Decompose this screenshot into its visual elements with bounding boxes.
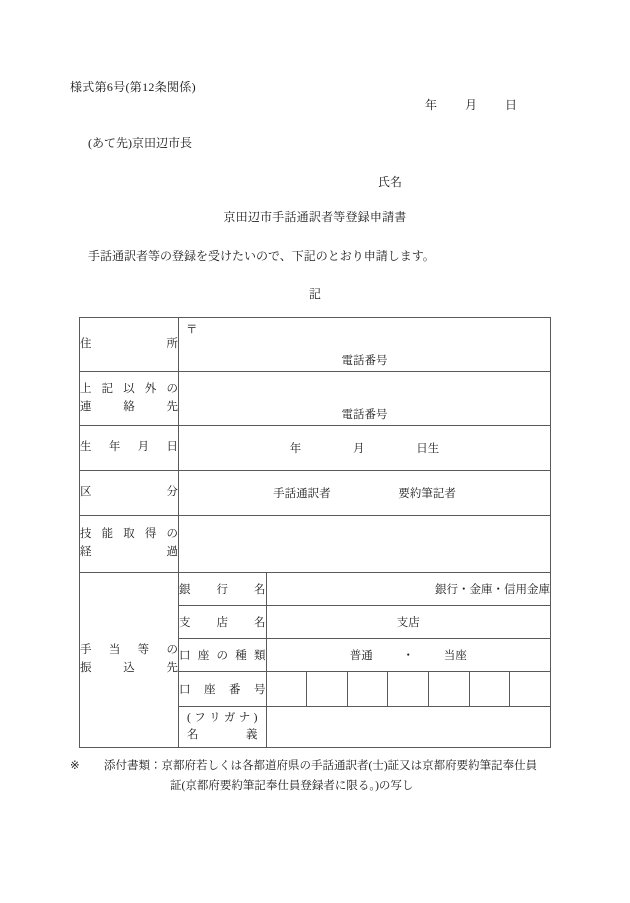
label-char: 先: [166, 400, 178, 413]
account-number-box[interactable]: [388, 672, 429, 706]
label-char: 名: [254, 584, 266, 596]
bank-row-account-holder: [179, 707, 550, 748]
footnote-line-2: 証(京都府要約筆記奉仕員登録者に限る。)の写し: [170, 780, 414, 793]
label-char: 種: [235, 650, 247, 662]
label-char: 行: [216, 584, 228, 596]
label-char: 分: [166, 486, 178, 499]
bank-label-bank-name: [179, 573, 266, 606]
bank-name-suffix: 銀行・金庫・信用金庫: [435, 584, 550, 596]
ki-mark: 記: [308, 287, 321, 301]
bank-label-account-holder: [179, 707, 266, 748]
branch-name-input-cell[interactable]: [266, 606, 550, 639]
label-char: 座: [204, 684, 216, 696]
account-number-box[interactable]: [510, 672, 550, 706]
date-day: 日: [505, 98, 518, 112]
label-char: 口: [179, 684, 191, 696]
row-label-birthdate: [80, 426, 179, 471]
addressee: (あて先)京田辺市長: [88, 136, 192, 150]
account-number-box[interactable]: [307, 672, 348, 706]
label-char: 等: [137, 644, 150, 657]
birthdate-day: 日生: [416, 443, 440, 455]
label-char: 過: [166, 546, 178, 558]
birthdate-month: 月: [353, 443, 365, 455]
row-label-payment-transfer: [80, 573, 179, 748]
label-char: 名: [254, 617, 266, 629]
account-holder-input-cell[interactable]: [266, 707, 550, 748]
applicant-name-label: 氏名: [378, 175, 403, 189]
label-char: 能: [101, 528, 114, 541]
document-title: 京田辺市手話通訳者等登録申請書: [223, 210, 407, 224]
account-number-box[interactable]: [267, 672, 308, 706]
category-option-sign-interpreter[interactable]: 手話通訳者: [273, 488, 331, 500]
bank-row-branch-name: [179, 606, 550, 639]
date-month: 月: [465, 98, 478, 112]
form-number: 様式第6号(第12条関係): [70, 80, 196, 94]
label-char: ガ: [223, 712, 236, 725]
account-type-option-current[interactable]: 当座: [443, 650, 467, 662]
label-char: 店: [216, 617, 228, 629]
bank-details-cell: [179, 573, 551, 748]
bank-label-branch-name: [179, 606, 266, 639]
label-char: 座: [197, 650, 210, 662]
label-char: 名: [187, 729, 199, 741]
label-char: 所: [166, 337, 178, 350]
bank-details-table: [179, 573, 550, 747]
label-char: 番: [229, 684, 241, 696]
label-char: 類: [254, 650, 266, 662]
label-char: 経: [80, 546, 92, 558]
label-char: 銀: [179, 584, 191, 596]
birthdate-year: 年: [289, 443, 302, 455]
footnote-line-1: 添付書類：京都府若しくは各都道府県の手話通訳者(士)証又は京都府要約筆記奉仕員: [104, 760, 538, 772]
bank-label-account-number: [179, 672, 266, 707]
account-number-cells-container: [266, 672, 550, 707]
label-char: 住: [80, 337, 92, 350]
table-row-birthdate: [80, 426, 551, 471]
label-char: ): [253, 712, 258, 725]
row-label-skill-history: [80, 516, 179, 573]
address-input-cell[interactable]: [179, 318, 551, 372]
label-char: 絡: [123, 400, 135, 413]
label-char: 以: [123, 382, 135, 395]
label-char: 月: [137, 441, 150, 454]
account-number-box[interactable]: [470, 672, 511, 706]
label-char: (: [187, 712, 191, 725]
bank-row-account-number: [179, 672, 550, 707]
label-char: 記: [101, 382, 114, 395]
account-type-separator: ・: [402, 650, 414, 662]
label-char: 込: [123, 662, 135, 674]
row-label-other-contact: [80, 372, 179, 426]
skill-history-input-cell[interactable]: [179, 516, 551, 573]
account-number-box[interactable]: [429, 672, 470, 706]
date-year: 年: [425, 98, 438, 112]
branch-name-suffix: 支店: [396, 617, 420, 629]
address-tel-label: 電話番号: [341, 355, 388, 367]
account-number-boxes: [267, 672, 551, 706]
other-contact-input-cell[interactable]: [179, 372, 551, 426]
label-char: ナ: [238, 712, 251, 725]
footnote-mark: ※: [70, 760, 80, 772]
footnote: [70, 756, 570, 796]
label-char: 口: [179, 650, 191, 662]
label-char: 振: [80, 662, 92, 674]
label-char: の: [166, 382, 178, 395]
table-row-payment-transfer: [80, 573, 551, 748]
table-row-address: [80, 318, 551, 372]
label-char: 号: [254, 684, 266, 696]
bank-name-input-cell[interactable]: [266, 573, 550, 606]
label-char: の: [166, 644, 178, 657]
label-char: 得: [144, 528, 157, 541]
label-char: の: [166, 528, 178, 541]
label-char: 上: [80, 382, 92, 395]
account-type-input-cell[interactable]: [266, 639, 550, 672]
row-label-address: [80, 318, 179, 372]
label-char: 支: [179, 617, 191, 629]
postal-code-mark: 〒: [186, 324, 198, 336]
account-type-option-ordinary[interactable]: 普通: [349, 650, 373, 662]
label-char: 当: [108, 644, 121, 657]
label-char: 技: [80, 528, 92, 541]
label-char: 日: [166, 441, 178, 454]
lead-text: 手話通訳者等の登録を受けたいので、下記のとおり申請します。: [88, 249, 435, 263]
label-char: 生: [80, 441, 92, 454]
application-form-table: [79, 317, 551, 748]
date-line: [425, 96, 517, 113]
label-char: 外: [144, 382, 157, 395]
other-contact-tel-label: 電話番号: [341, 409, 388, 421]
label-char: 年: [108, 441, 121, 454]
bank-row-bank-name: [179, 573, 550, 606]
table-row-category: [80, 471, 551, 516]
label-char: 取: [123, 528, 135, 541]
label-char: 手: [80, 644, 92, 657]
birthdate-input-cell[interactable]: [179, 426, 551, 471]
table-row-skill-history: [80, 516, 551, 573]
label-char: 区: [80, 486, 92, 499]
account-number-box[interactable]: [348, 672, 389, 706]
label-char: 先: [166, 662, 178, 674]
category-option-notetaker[interactable]: 要約筆記者: [398, 488, 456, 500]
label-char: 連: [80, 400, 92, 413]
row-label-category: [80, 471, 179, 516]
bank-row-account-type: [179, 639, 550, 672]
label-char: リ: [209, 712, 221, 725]
label-char: 義: [246, 729, 258, 741]
bank-label-account-type: [179, 639, 266, 672]
label-char: フ: [194, 712, 206, 725]
label-char: の: [216, 650, 228, 662]
table-row-other-contact: [80, 372, 551, 426]
category-input-cell[interactable]: [179, 471, 551, 516]
